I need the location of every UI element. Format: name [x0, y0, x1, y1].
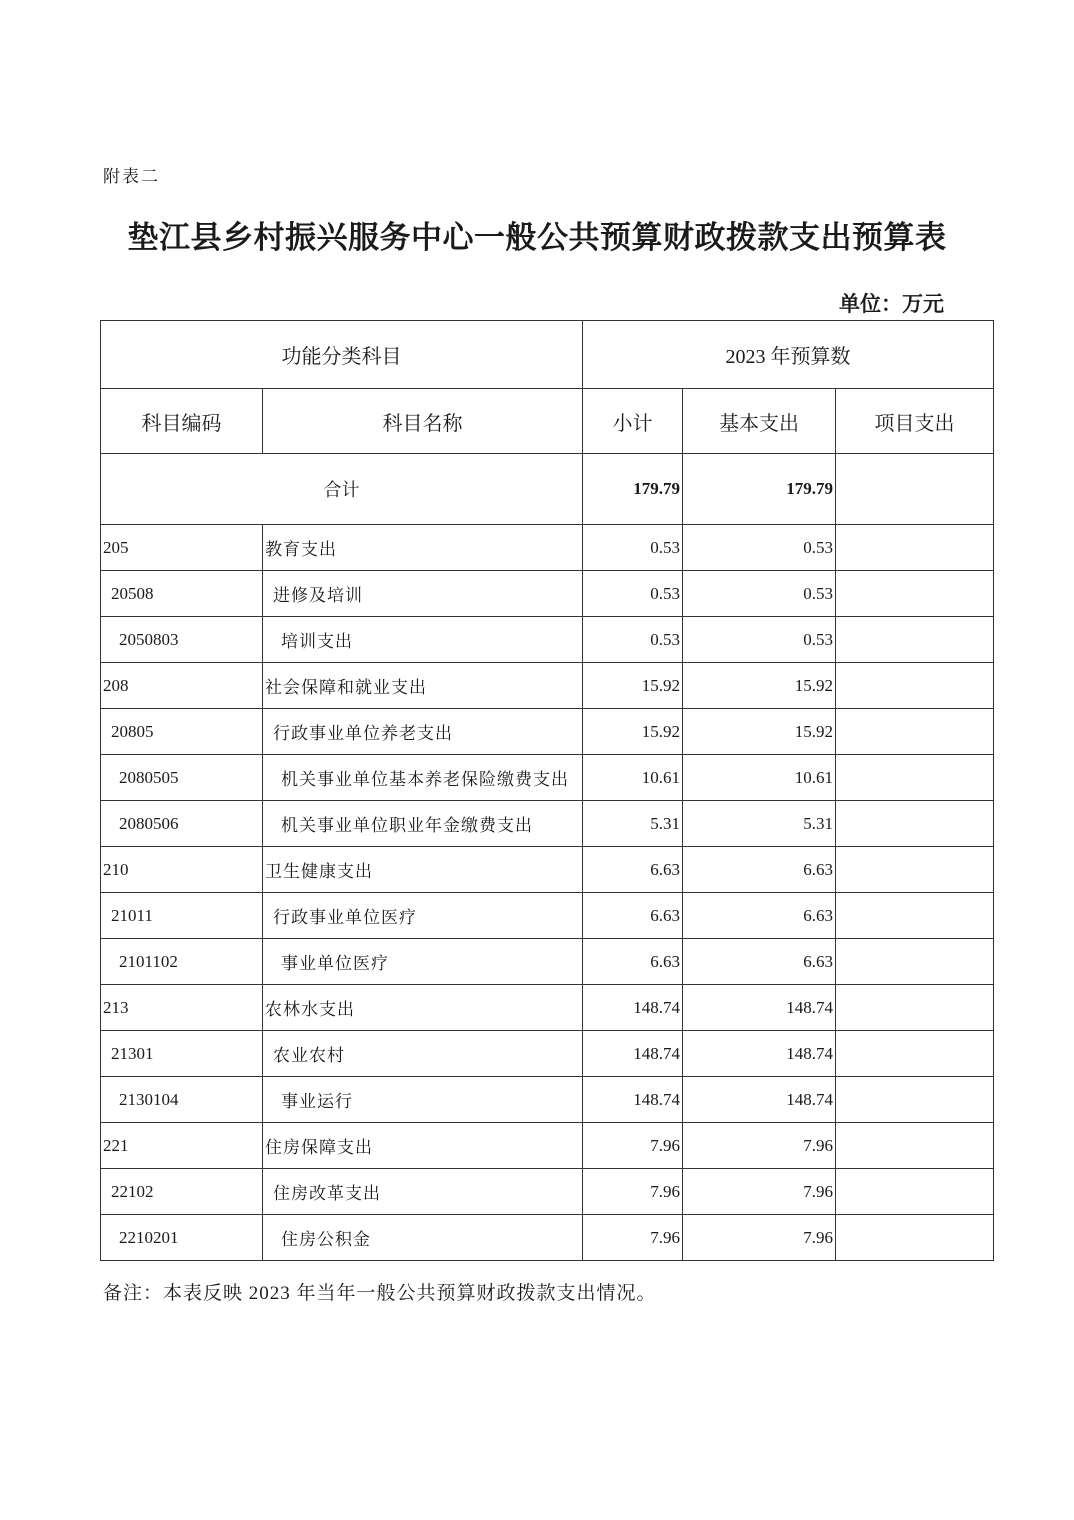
header-subtotal: 小计: [583, 389, 683, 454]
row-name: 社会保障和就业支出: [263, 663, 583, 709]
page-title: 垫江县乡村振兴服务中心一般公共预算财政拨款支出预算表: [127, 220, 947, 255]
row-code: 2080505: [101, 755, 263, 801]
row-subtotal: 7.96: [583, 1169, 683, 1215]
row-code: 2101102: [101, 939, 263, 985]
row-project: [836, 985, 994, 1031]
row-name: 机关事业单位职业年金缴费支出: [263, 801, 583, 847]
row-name: 住房保障支出: [263, 1123, 583, 1169]
total-label: 合计: [101, 454, 583, 525]
row-basic: 148.74: [683, 1077, 836, 1123]
budget-table-body: [101, 321, 994, 1261]
row-basic: 6.63: [683, 847, 836, 893]
row-name: 卫生健康支出: [263, 847, 583, 893]
header-budget-year: 2023 年预算数: [583, 321, 994, 389]
row-basic: 0.53: [683, 525, 836, 571]
row-code: 2080506: [101, 801, 263, 847]
table-row: [101, 571, 994, 617]
row-subtotal: 7.96: [583, 1123, 683, 1169]
row-subtotal: 6.63: [583, 847, 683, 893]
row-project: [836, 617, 994, 663]
row-basic: 0.53: [683, 571, 836, 617]
header-code: 科目编码: [101, 389, 263, 454]
row-project: [836, 755, 994, 801]
table-row: [101, 709, 994, 755]
row-project: [836, 709, 994, 755]
header-row-sub: [101, 389, 994, 454]
row-subtotal: 0.53: [583, 617, 683, 663]
total-row: [101, 454, 994, 525]
row-subtotal: 148.74: [583, 985, 683, 1031]
row-basic: 7.96: [683, 1123, 836, 1169]
row-project: [836, 939, 994, 985]
table-row: [101, 893, 994, 939]
row-basic: 15.92: [683, 709, 836, 755]
row-project: [836, 1169, 994, 1215]
table-row: [101, 663, 994, 709]
row-subtotal: 15.92: [583, 709, 683, 755]
row-code: 20508: [101, 571, 263, 617]
row-code: 221: [101, 1123, 263, 1169]
table-row: [101, 755, 994, 801]
row-subtotal: 148.74: [583, 1077, 683, 1123]
header-name: 科目名称: [263, 389, 583, 454]
table-row: [101, 1123, 994, 1169]
row-code: 20805: [101, 709, 263, 755]
row-name: 事业单位医疗: [263, 939, 583, 985]
table-row: [101, 1169, 994, 1215]
row-code: 213: [101, 985, 263, 1031]
total-subtotal: 179.79: [583, 454, 683, 525]
total-basic: 179.79: [683, 454, 836, 525]
row-basic: 7.96: [683, 1215, 836, 1261]
row-name: 机关事业单位基本养老保险缴费支出: [263, 755, 583, 801]
row-project: [836, 801, 994, 847]
row-project: [836, 571, 994, 617]
budget-table: [100, 320, 994, 1261]
row-basic: 0.53: [683, 617, 836, 663]
row-code: 22102: [101, 1169, 263, 1215]
row-name: 住房改革支出: [263, 1169, 583, 1215]
row-code: 2130104: [101, 1077, 263, 1123]
row-basic: 7.96: [683, 1169, 836, 1215]
row-name: 住房公积金: [263, 1215, 583, 1261]
table-row: [101, 847, 994, 893]
row-subtotal: 0.53: [583, 525, 683, 571]
table-row: [101, 939, 994, 985]
row-code: 21011: [101, 893, 263, 939]
row-basic: 5.31: [683, 801, 836, 847]
row-project: [836, 847, 994, 893]
row-subtotal: 10.61: [583, 755, 683, 801]
table-row: [101, 1031, 994, 1077]
row-name: 农业农村: [263, 1031, 583, 1077]
table-row: [101, 985, 994, 1031]
header-function-category: 功能分类科目: [101, 321, 583, 389]
row-subtotal: 148.74: [583, 1031, 683, 1077]
row-name: 农林水支出: [263, 985, 583, 1031]
row-project: [836, 1077, 994, 1123]
table-row: [101, 1077, 994, 1123]
row-project: [836, 893, 994, 939]
row-name: 行政事业单位养老支出: [263, 709, 583, 755]
row-code: 2210201: [101, 1215, 263, 1261]
total-project: [836, 454, 994, 525]
row-subtotal: 0.53: [583, 571, 683, 617]
table-row: [101, 801, 994, 847]
row-code: 21301: [101, 1031, 263, 1077]
row-subtotal: 6.63: [583, 893, 683, 939]
row-name: 行政事业单位医疗: [263, 893, 583, 939]
table-row: [101, 525, 994, 571]
row-subtotal: 5.31: [583, 801, 683, 847]
row-project: [836, 663, 994, 709]
row-code: 2050803: [101, 617, 263, 663]
row-project: [836, 1215, 994, 1261]
row-basic: 6.63: [683, 939, 836, 985]
row-subtotal: 7.96: [583, 1215, 683, 1261]
row-subtotal: 6.63: [583, 939, 683, 985]
row-basic: 148.74: [683, 1031, 836, 1077]
row-name: 事业运行: [263, 1077, 583, 1123]
row-code: 210: [101, 847, 263, 893]
row-basic: 15.92: [683, 663, 836, 709]
row-project: [836, 1031, 994, 1077]
table-row: [101, 1215, 994, 1261]
unit-label: 单位：万元: [839, 292, 944, 316]
row-code: 208: [101, 663, 263, 709]
header-basic: 基本支出: [683, 389, 836, 454]
footnote: 备注：本表反映 2023 年当年一般公共预算财政拨款支出情况。: [103, 1283, 657, 1304]
table-row: [101, 617, 994, 663]
row-name: 教育支出: [263, 525, 583, 571]
row-subtotal: 15.92: [583, 663, 683, 709]
header-row-top: [101, 321, 994, 389]
row-project: [836, 525, 994, 571]
row-code: 205: [101, 525, 263, 571]
row-name: 培训支出: [263, 617, 583, 663]
row-basic: 148.74: [683, 985, 836, 1031]
row-basic: 10.61: [683, 755, 836, 801]
row-name: 进修及培训: [263, 571, 583, 617]
appendix-label: 附表二: [103, 167, 160, 186]
header-project: 项目支出: [836, 389, 994, 454]
row-basic: 6.63: [683, 893, 836, 939]
row-project: [836, 1123, 994, 1169]
